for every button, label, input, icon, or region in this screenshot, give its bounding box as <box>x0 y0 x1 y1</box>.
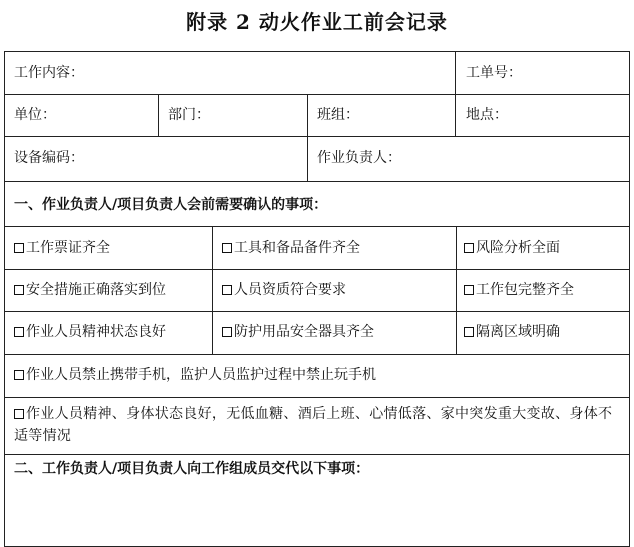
col-divider <box>212 226 213 354</box>
checkbox-icon[interactable] <box>464 285 474 295</box>
col-divider <box>307 94 308 136</box>
row-divider <box>5 311 629 312</box>
checklist-item[interactable] <box>14 281 166 299</box>
checkbox-icon[interactable] <box>14 243 24 253</box>
checklist-item[interactable] <box>222 239 360 257</box>
unit-label: 单位： <box>14 107 56 123</box>
row-divider <box>5 181 629 182</box>
checklist-item-label: 隔离区域明确 <box>476 324 560 340</box>
checklist-item-label: 工具和备品备件齐全 <box>234 240 360 256</box>
equipment-code-label: 设备编码： <box>14 150 84 166</box>
checklist-item[interactable] <box>14 323 166 341</box>
col-divider <box>455 52 456 94</box>
checkbox-icon[interactable] <box>14 409 24 419</box>
checklist-item-label: 风险分析全面 <box>476 240 560 256</box>
checklist-item-label: 工作票证齐全 <box>26 240 110 256</box>
checklist-item-label: 工作包完整齐全 <box>476 282 574 298</box>
work-content-label: 工作内容： <box>14 65 84 81</box>
row-divider <box>5 269 629 270</box>
col-divider <box>158 94 159 136</box>
checkbox-icon[interactable] <box>222 327 232 337</box>
checklist-item[interactable] <box>14 366 376 384</box>
checklist-item[interactable] <box>222 323 374 341</box>
section1-heading: 一、作业负责人/项目负责人会前需要确认的事项： <box>14 197 328 213</box>
checklist-item[interactable] <box>464 323 560 341</box>
row-divider <box>5 226 629 227</box>
team-label: 班组： <box>317 107 359 123</box>
section2-heading: 二、工作负责人/项目负责人向工作组成员交代以下事项： <box>14 461 370 477</box>
row-divider <box>5 94 629 95</box>
checkbox-icon[interactable] <box>464 243 474 253</box>
department-label: 部门： <box>168 107 210 123</box>
checklist-item[interactable] <box>464 239 560 257</box>
page-title: 附录 2 动火作业工前会记录 <box>186 10 448 34</box>
checklist-item-label: 作业人员精神状态良好 <box>26 324 166 340</box>
checkbox-icon[interactable] <box>14 327 24 337</box>
row-divider <box>5 454 629 455</box>
checkbox-icon[interactable] <box>222 285 232 295</box>
checklist-item[interactable] <box>14 239 110 257</box>
row-divider <box>5 354 629 355</box>
work-leader-label: 作业负责人： <box>317 150 401 166</box>
checklist-item-label: 安全措施正确落实到位 <box>26 282 166 298</box>
checklist-item-label: 作业人员禁止携带手机，监护人员监护过程中禁止玩手机 <box>26 367 376 383</box>
checkbox-icon[interactable] <box>222 243 232 253</box>
location-label: 地点： <box>466 107 508 123</box>
work-order-label: 工单号： <box>466 65 522 81</box>
checklist-item-label: 人员资质符合要求 <box>234 282 346 298</box>
checklist-item-label: 作业人员精神、身体状态良好，无低血糖、酒后上班、心情低落、家中突发重大变故、身体不适等情况 <box>14 406 613 444</box>
checkbox-icon[interactable] <box>14 370 24 380</box>
row-divider <box>5 397 629 398</box>
record-form <box>4 51 630 547</box>
checkbox-icon[interactable] <box>464 327 474 337</box>
col-divider <box>307 136 308 181</box>
checklist-item[interactable] <box>222 281 346 299</box>
checklist-item[interactable] <box>14 403 626 447</box>
col-divider <box>456 226 457 354</box>
row-divider <box>5 136 629 137</box>
checklist-item-label: 防护用品安全器具齐全 <box>234 324 374 340</box>
col-divider <box>455 94 456 136</box>
checklist-item[interactable] <box>464 281 574 299</box>
checkbox-icon[interactable] <box>14 285 24 295</box>
